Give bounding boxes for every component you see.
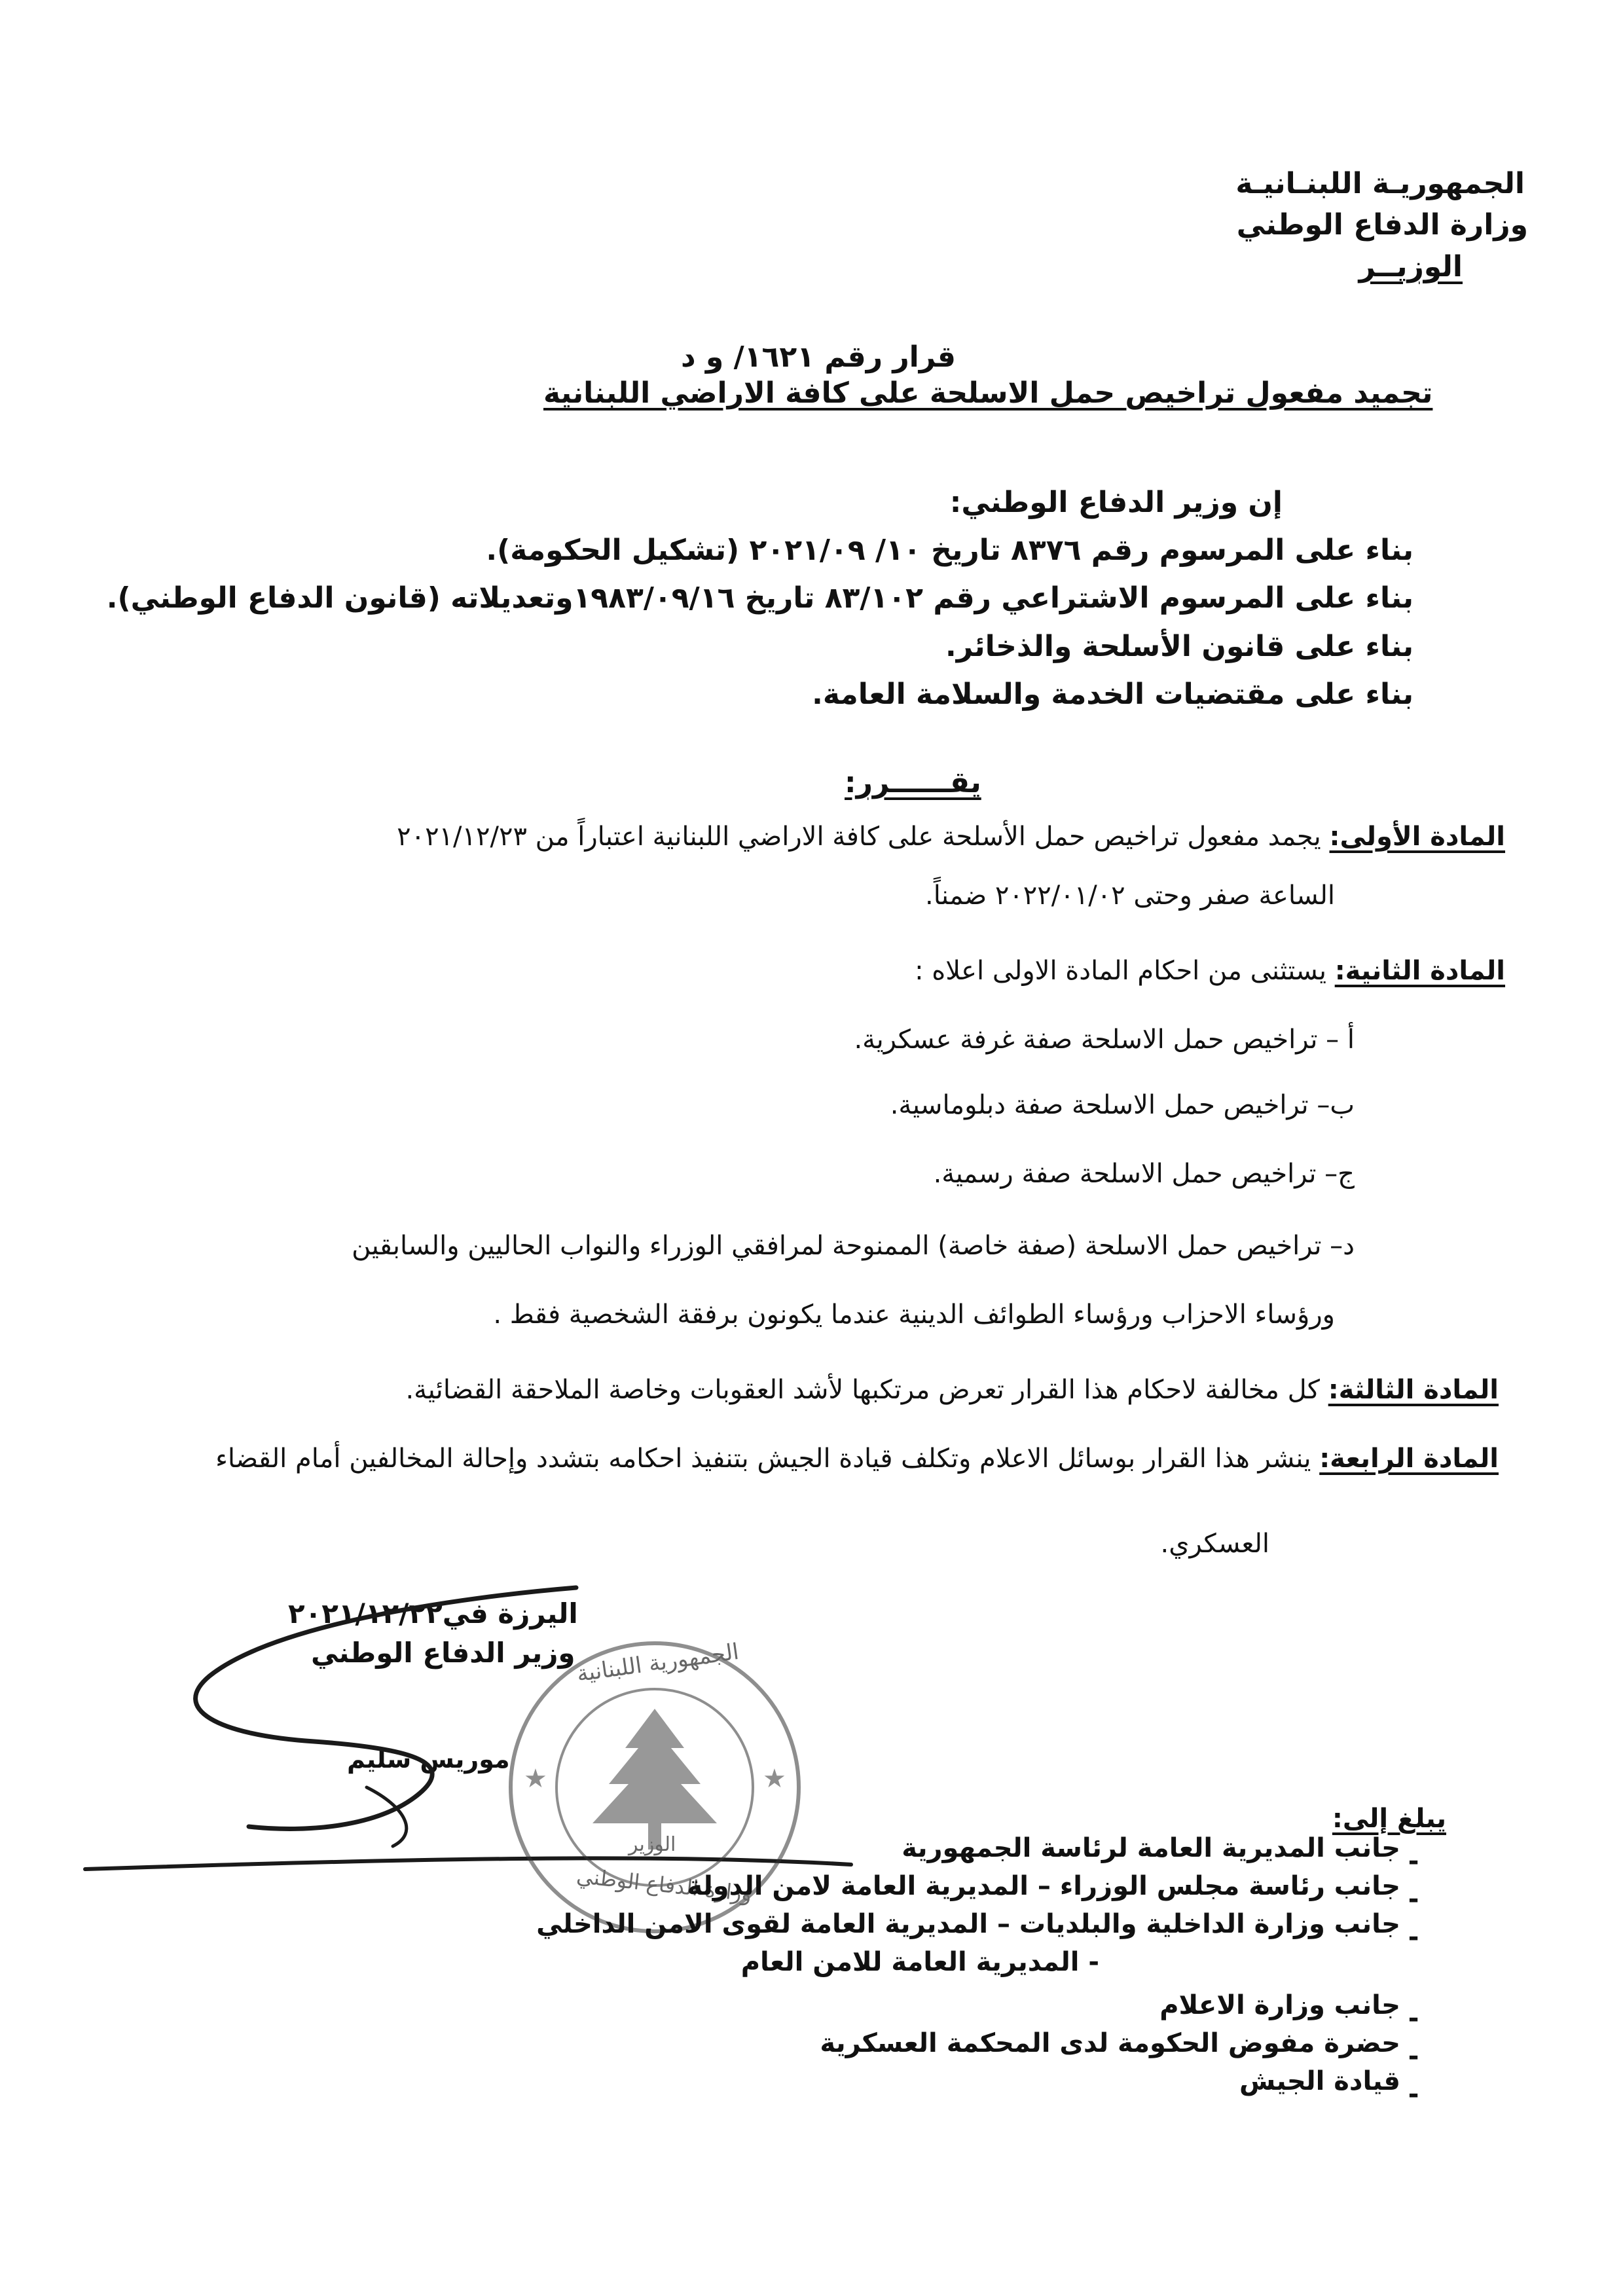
article-3-text: كل مخالفة لاحكام هذا القرار تعرض مرتكبها لأشد العقوبات وخاصة الملاحقة القضائية. <box>405 1375 1320 1405</box>
signature-name: موريس سليم <box>347 1745 510 1774</box>
cedar-icon <box>593 1709 717 1850</box>
header-minister: الوزيــر <box>1359 250 1463 283</box>
consideration-2: بناء على المرسوم الاشتراعي رقم ٨٣/١٠٢ تاريخ ١٩٨٣/٠٩/١٦وتعديلاته (قانون الدفاع الوطني). <box>106 581 1413 615</box>
article-2-item-d-cont: ورؤساء الاحزاب ورؤساء الطوائف الدينية عندما يكونون برفقة الشخصية فقط . <box>493 1300 1335 1330</box>
recipient-4-dash: - <box>1408 2003 1419 2033</box>
article-4-line-2: العسكري. <box>1160 1529 1269 1559</box>
recipient-6: قيادة الجيش <box>1239 2066 1400 2096</box>
recipient-1-dash: - <box>1408 1846 1419 1876</box>
signature-place-date: اليرزة في٢٠٢١/١٢/٢٢ <box>288 1597 578 1630</box>
signature-title: وزير الدفاع الوطني <box>311 1637 575 1669</box>
stamp-bottom-text: وزارة الدفاع الوطني <box>575 1863 754 1906</box>
decision-title: تجميد مفعول تراخيص حمل الاسلحة على كافة الاراضي اللبنانية <box>543 376 1433 410</box>
decision-number: قرار رقم ١٦٢١/ و د <box>681 340 956 374</box>
header-republic: الجمهوريـة اللبنـانيـة <box>1235 167 1525 200</box>
consideration-3: بناء على قانون الأسلحة والذخائر. <box>945 630 1413 663</box>
stamp-star-right: ★ <box>763 1764 786 1794</box>
article-2-item-b: ب– تراخيص حمل الاسلحة صفة دبلوماسية. <box>890 1090 1355 1120</box>
consideration-1: بناء على المرسوم رقم ٨٣٧٦ تاريخ ١٠/ ٢٠٢١/٠٩ (تشكيل الحكومة). <box>486 534 1413 567</box>
recipient-3-dash: - <box>1408 1922 1419 1952</box>
article-2-label: المادة الثانية: <box>1334 956 1505 986</box>
article-1-line-2: الساعة صفر وحتى ٢٠٢٢/٠١/٠٢ ضمناً. <box>925 881 1335 911</box>
article-2-item-d: د– تراخيص حمل الاسلحة (صفة خاصة) الممنوحة لمرافقي الوزراء والنواب الحاليين والسابقين <box>352 1231 1355 1261</box>
article-4-label: المادة الرابعة: <box>1319 1444 1499 1474</box>
recipients-label: يبلغ إلى: <box>1332 1804 1446 1834</box>
signature-underline-stroke <box>85 1858 851 1869</box>
article-1-line-1: يجمد مفعول تراخيص حمل الأسلحة على كافة الاراضي اللبنانية اعتباراً من ٢٠٢١/١٢/٢٣ <box>397 822 1321 852</box>
stamp-inner-text: الوزير <box>629 1833 676 1856</box>
article-2-item-a: أ – تراخيص حمل الاسلحة صفة غرفة عسكرية. <box>854 1025 1355 1055</box>
preamble-intro: إن وزير الدفاع الوطني: <box>949 486 1283 519</box>
handwritten-signature <box>196 1588 576 1829</box>
recipient-5-dash: - <box>1408 2041 1419 2071</box>
header-ministry: وزارة الدفاع الوطني <box>1236 208 1528 242</box>
recipient-2: جانب رئاسة مجلس الوزراء – المديرية العامة لامن الدولة <box>687 1871 1400 1901</box>
decides-heading: يقــــــرر: <box>845 766 981 799</box>
recipient-1: جانب المديرية العامة لرئاسة الجمهورية <box>902 1833 1400 1863</box>
recipient-6-dash: - <box>1408 2079 1419 2109</box>
recipient-4: جانب وزارة الاعلام <box>1159 1990 1400 2020</box>
article-3-label: المادة الثالثة: <box>1328 1375 1499 1405</box>
recipient-5: حضرة مفوض الحكومة لدى المحكمة العسكرية <box>820 2028 1400 2058</box>
stamp-star-left: ★ <box>524 1764 547 1794</box>
article-4-line-1: ينشر هذا القرار بوسائل الاعلام وتكلف قيادة الجيش بتنفيذ احكامه بتشدد وإحالة المخالفين أمام القضاء <box>215 1444 1311 1474</box>
article-1-label: المادة الأولى: <box>1329 822 1505 852</box>
article-2-line-1: يستثنى من احكام المادة الاولى اعلاه : <box>915 956 1326 986</box>
consideration-4: بناء على مقتضيات الخدمة والسلامة العامة. <box>812 678 1413 711</box>
stamp-top-text: الجمهورية اللبنانية <box>575 1638 741 1688</box>
recipient-2-dash: - <box>1408 1884 1419 1914</box>
recipient-3: جانب وزارة الداخلية والبلديات – المديرية العامة لقوى الامن الداخلي <box>536 1909 1400 1939</box>
article-2-item-c: ج– تراخيص حمل الاسلحة صفة رسمية. <box>933 1159 1355 1189</box>
recipient-3-cont: - المديرية العامة للامن العام <box>740 1947 1099 1977</box>
